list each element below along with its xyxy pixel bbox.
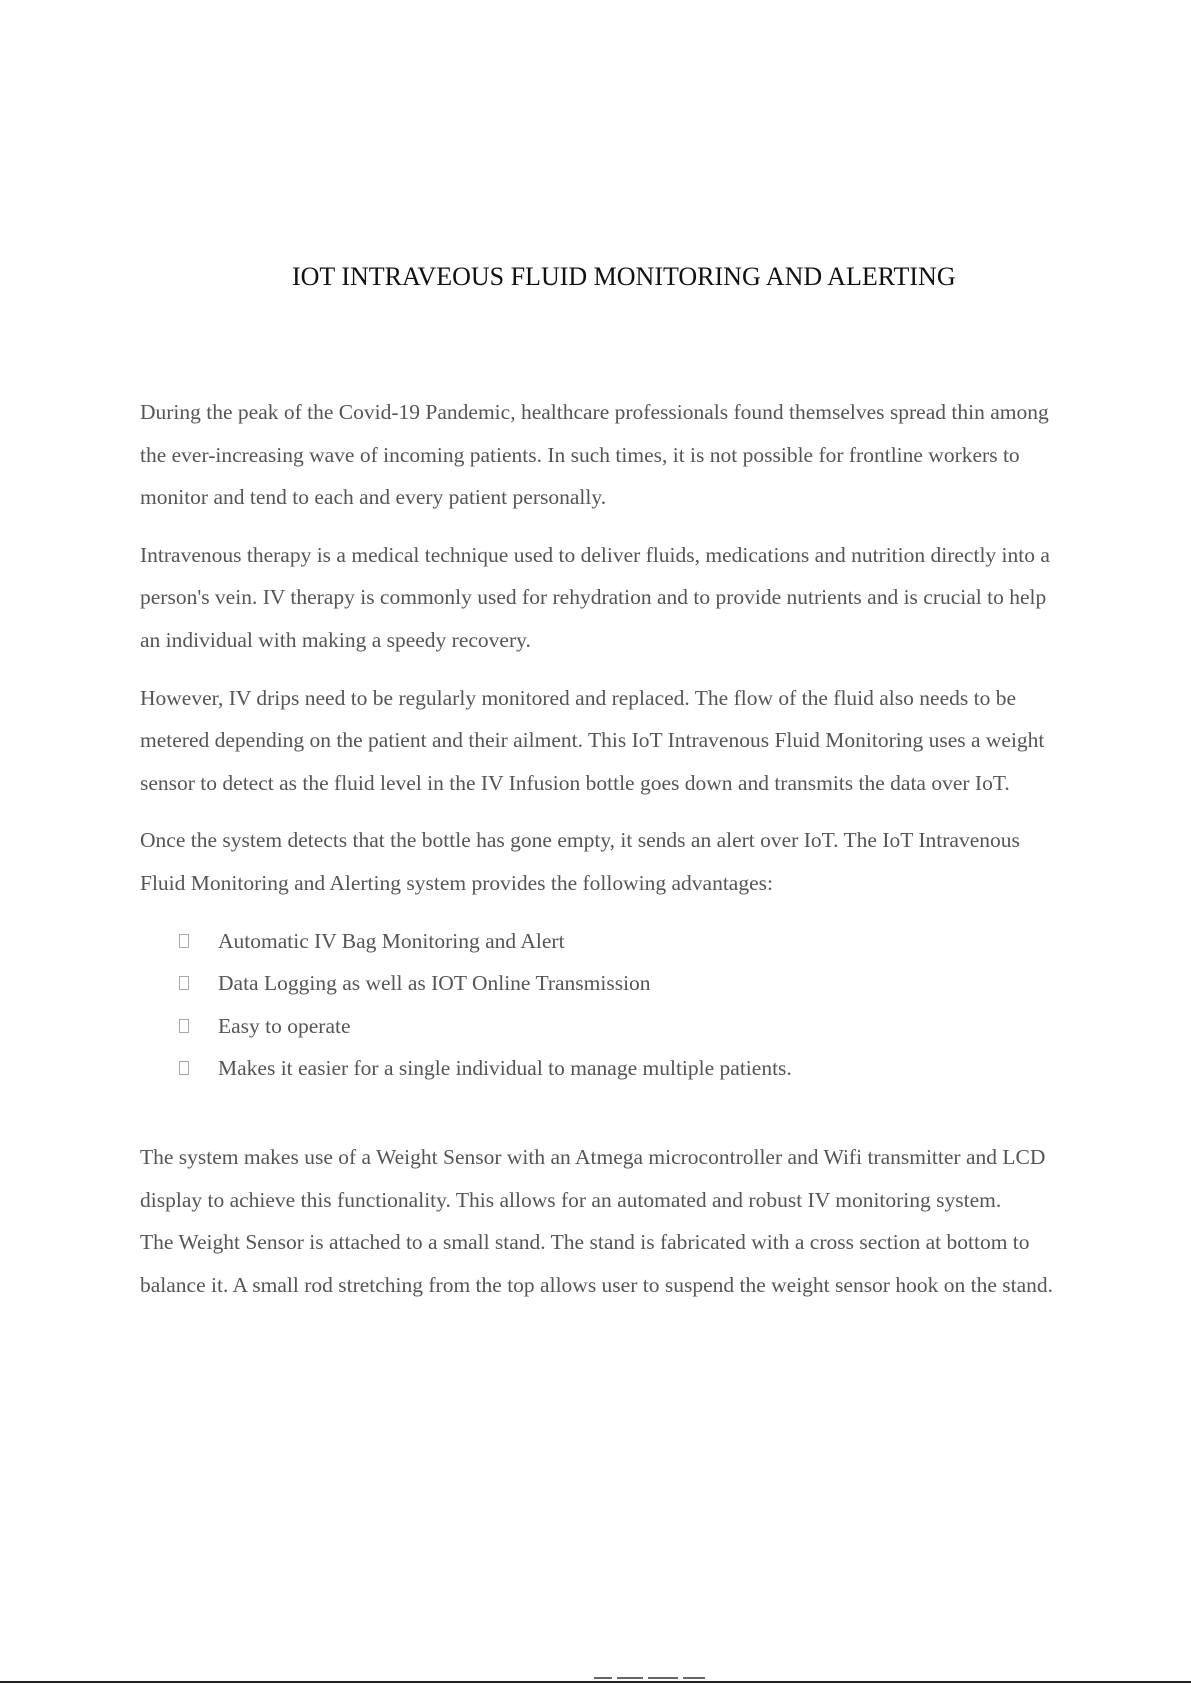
bullet-icon (179, 1019, 189, 1033)
advantage-text: Data Logging as well as IOT Online Transmission (218, 971, 651, 996)
list-item (140, 920, 1060, 963)
document-body (140, 391, 1060, 1306)
advantage-text: Easy to operate (218, 1013, 351, 1038)
paragraph-alert: Once the system detects that the bottle has gone empty, it sends an alert over IoT. The IoT Intravenous Fluid Monitoring and Alerting system provides the following advantages: (140, 828, 1020, 895)
bullet-icon (179, 934, 189, 948)
list-item (140, 1005, 1060, 1048)
footer-divider (0, 1681, 1191, 1683)
bullet-icon (179, 976, 189, 990)
list-item (140, 1047, 1060, 1090)
advantage-text: Automatic IV Bag Monitoring and Alert (218, 928, 565, 953)
bullet-icon (179, 1061, 189, 1075)
page-title: IOT INTRAVEOUS FLUID MONITORING AND ALERTING (292, 262, 956, 291)
advantages-list (140, 920, 1060, 1090)
paragraph-monitoring: However, IV drips need to be regularly monitored and replaced. The flow of the fluid also needs to be metered depending on the patient and their ailment. This IoT Intravenous Fluid Monitoring uses a weight sensor to detect as the fluid level in the IV Infusion bottle goes down and transmits the data over IoT. (140, 685, 1045, 795)
paragraph-stand: The Weight Sensor is attached to a small stand. The stand is fabricated with a cross section at bottom to balance it. A small rod stretching from the top allows user to suspend the weight sensor hook on the stand. (140, 1230, 1053, 1297)
paragraph-iv-therapy: Intravenous therapy is a medical technique used to deliver fluids, medications and nutrition directly into a person's vein. IV therapy is commonly used for rehydration and to provide nutrients and is crucial to help an individual with making a speedy recovery. (140, 542, 1050, 652)
list-item (140, 962, 1060, 1005)
advantage-text: Makes it easier for a single individual to manage multiple patients. (218, 1056, 792, 1081)
paragraph-intro: During the peak of the Covid-19 Pandemic, healthcare professionals found themselves spread thin among the ever-increasing wave of incoming patients. In such times, it is not possible for frontline workers to monitor and tend to each and every patient personally. (140, 400, 1049, 510)
paragraph-system: The system makes use of a Weight Sensor with an Atmega microcontroller and Wifi transmitter and LCD display to achieve this functionality. This allows for an automated and robust IV monitoring system. (140, 1144, 1046, 1212)
